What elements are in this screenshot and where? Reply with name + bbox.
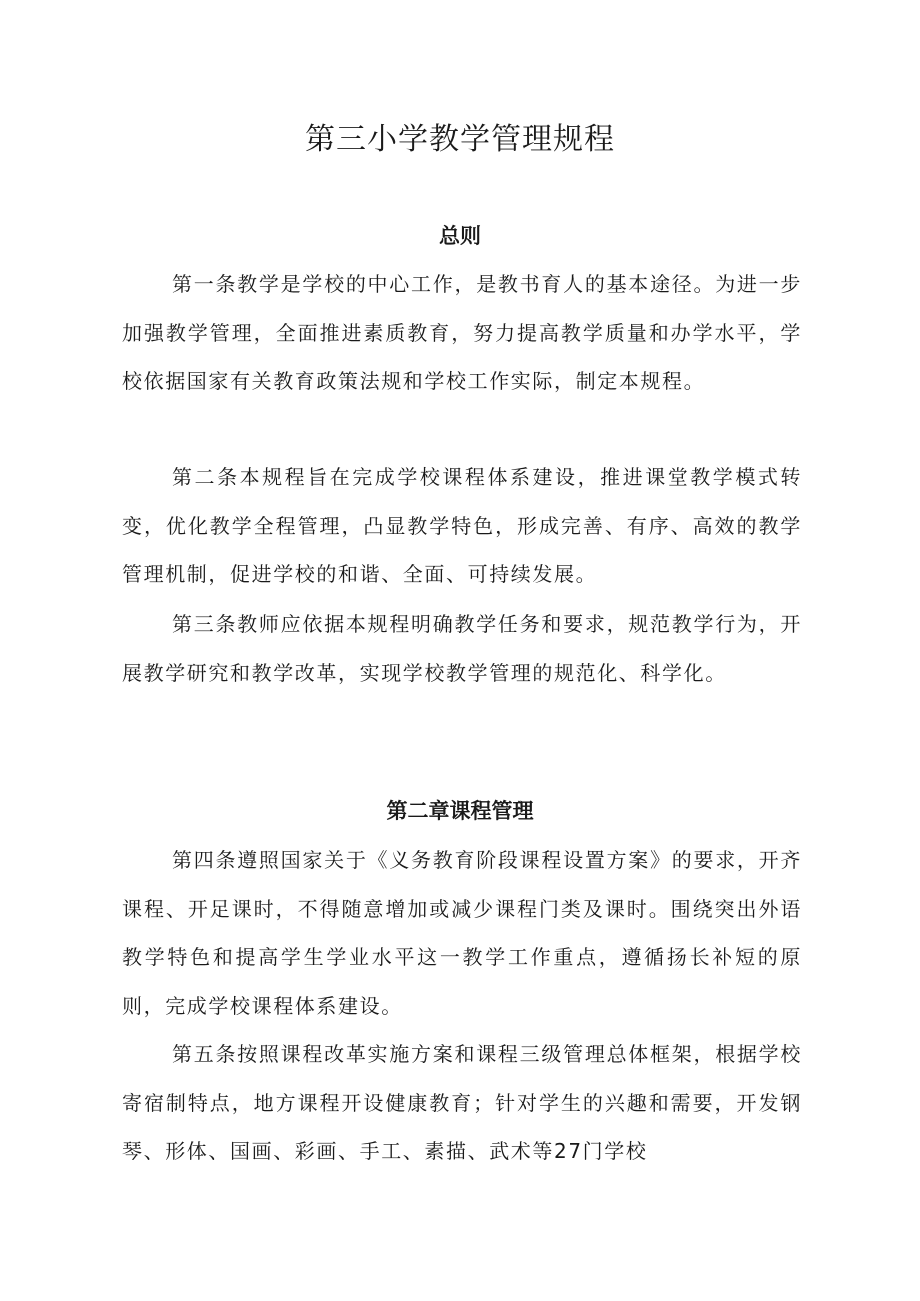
article-5-paragraph: 第五条按照课程改革实施方案和课程三级管理总体框架，根据学校寄宿制特点，地方课程开设健康教育；针对学生的兴趣和需要，开发钢琴、形体、国画、彩画、手工、素描、武术等27门学校: [122, 1042, 802, 1163]
article-3-paragraph: 第三条教师应依据本规程明确教学任务和要求，规范教学行为，开展教学研究和教学改革，实现学校教学管理的规范化、科学化。: [122, 612, 802, 685]
section-heading-chapter-2: 第二章课程管理: [386, 799, 534, 823]
section-heading-general: 总则: [439, 224, 481, 248]
document-title: 第三小学教学管理规程: [305, 122, 615, 157]
article-2-paragraph: 第二条本规程旨在完成学校课程体系建设，推进课堂教学模式转变，优化教学全程管理，凸显教学特色，形成完善、有序、高效的教学管理机制，促进学校的和谐、全面、可持续发展。: [122, 465, 802, 586]
article-4-paragraph: 第四条遵照国家关于《义务教育阶段课程设置方案》的要求，开齐课程、开足课时，不得随意增加或减少课程门类及课时。围绕突出外语教学特色和提高学生学业水平这一教学工作重点，遵循扬长补短的原则，完成学校课程体系建设。: [122, 848, 802, 1018]
article-1-paragraph: 第一条教学是学校的中心工作，是教书育人的基本途径。为进一步加强教学管理，全面推进素质教育，努力提高教学质量和办学水平，学校依据国家有关教育政策法规和学校工作实际，制定本规程。: [122, 272, 802, 393]
